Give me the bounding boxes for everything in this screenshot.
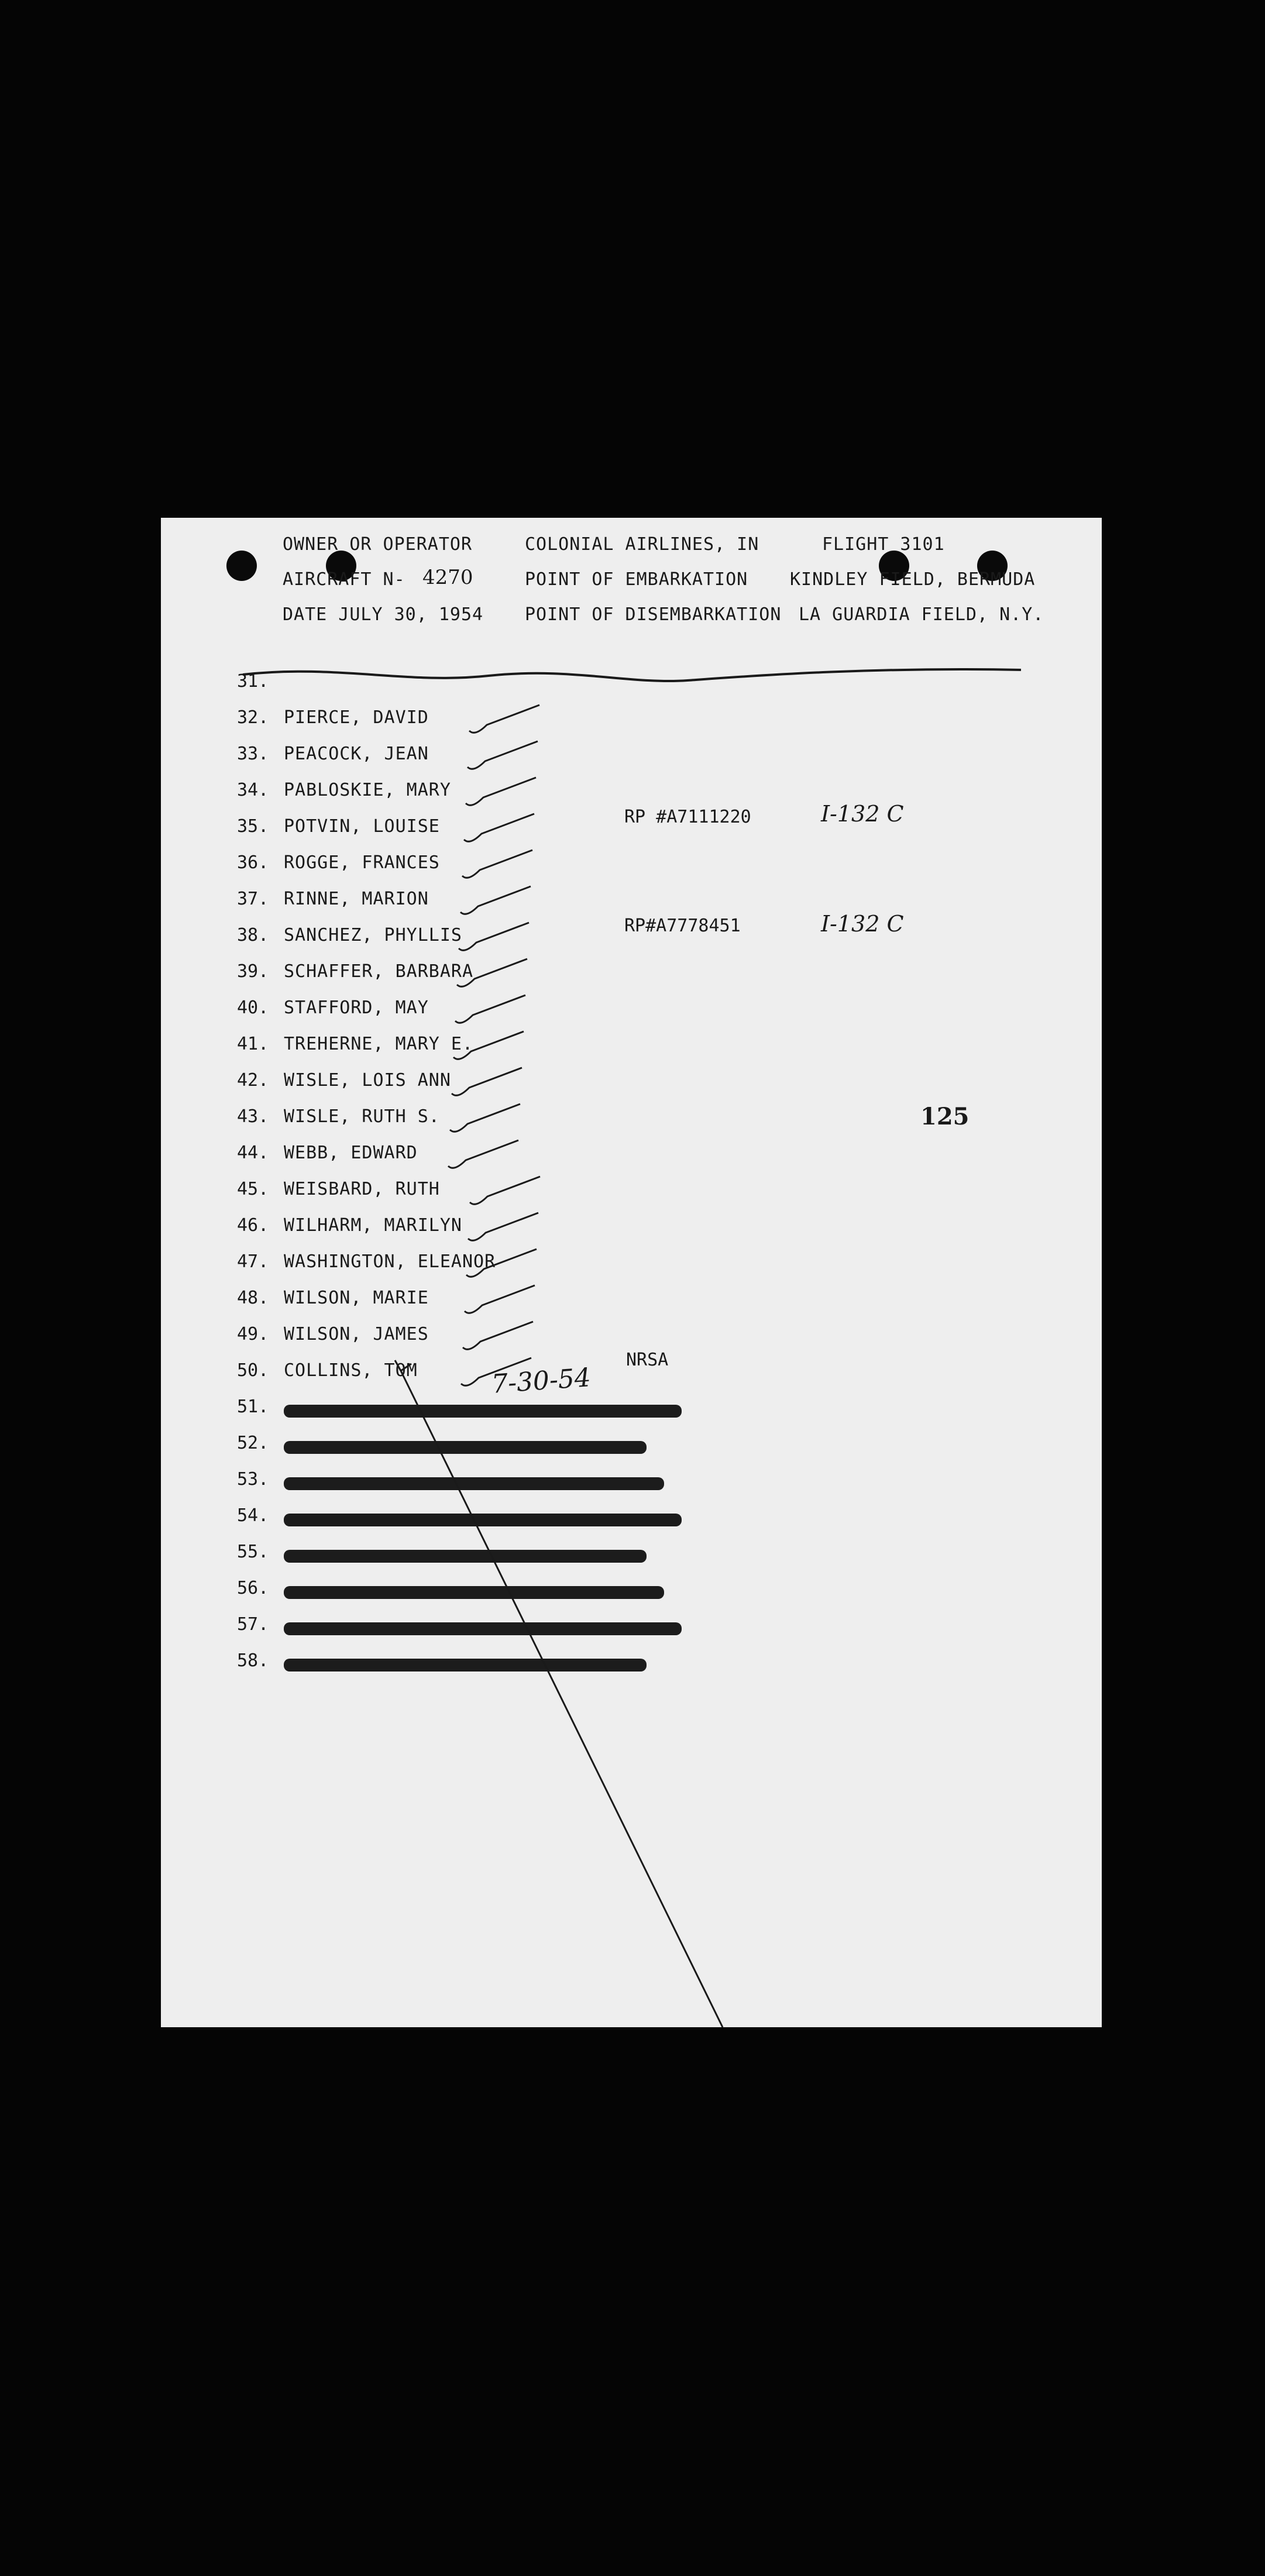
strikethrough-mark bbox=[284, 1550, 647, 1563]
strikethrough-mark bbox=[284, 1659, 647, 1672]
row-number: 36. bbox=[237, 852, 269, 873]
passenger-name: WILSON, MARIE bbox=[284, 1288, 429, 1308]
table-row bbox=[161, 961, 1102, 998]
table-row bbox=[161, 1614, 1102, 1650]
table-row bbox=[161, 1433, 1102, 1469]
passenger-name: STAFFORD, MAY bbox=[284, 998, 429, 1018]
passenger-name: SCHAFFER, BARBARA bbox=[284, 961, 474, 982]
row-number: 32. bbox=[237, 707, 269, 728]
manifest-page bbox=[161, 518, 1102, 2027]
row-number: 57. bbox=[237, 1614, 269, 1635]
table-row bbox=[161, 671, 1102, 707]
row-number: 41. bbox=[237, 1034, 269, 1054]
aircraft-label: AIRCRAFT N- bbox=[283, 569, 405, 590]
table-row bbox=[161, 1070, 1102, 1106]
rp-number-sanchez: RP#A7778451 bbox=[624, 916, 741, 936]
table-row bbox=[161, 1034, 1102, 1070]
row-number: 54. bbox=[237, 1505, 269, 1526]
table-row bbox=[161, 1143, 1102, 1179]
table-row bbox=[161, 1650, 1102, 1687]
row-number: 31. bbox=[237, 671, 269, 692]
row-number: 40. bbox=[237, 998, 269, 1018]
passenger-name: SANCHEZ, PHYLLIS bbox=[284, 925, 462, 945]
reference-sanchez: I-132 C bbox=[821, 911, 904, 937]
disembarkation-label: POINT OF DISEMBARKATION bbox=[525, 604, 782, 625]
handwritten-date: 7-30-54 bbox=[490, 1363, 592, 1399]
row-number: 55. bbox=[237, 1542, 269, 1562]
row-number: 52. bbox=[237, 1433, 269, 1453]
row-number: 43. bbox=[237, 1106, 269, 1127]
table-row bbox=[161, 707, 1102, 744]
passenger-name: WISLE, RUTH S. bbox=[284, 1106, 440, 1127]
row-number: 49. bbox=[237, 1324, 269, 1344]
passenger-name: PABLOSKIE, MARY bbox=[284, 780, 451, 800]
passenger-name: WISLE, LOIS ANN bbox=[284, 1070, 451, 1091]
row-number: 53. bbox=[237, 1469, 269, 1490]
passenger-name: PIERCE, DAVID bbox=[284, 707, 429, 728]
aircraft-number: 4270 bbox=[422, 566, 473, 589]
row-number: 58. bbox=[237, 1650, 269, 1671]
embarkation-label: POINT OF EMBARKATION bbox=[525, 569, 748, 590]
row-number: 39. bbox=[237, 961, 269, 982]
row-number: 38. bbox=[237, 925, 269, 945]
passenger-name: WASHINGTON, ELEANOR bbox=[284, 1251, 496, 1272]
table-row bbox=[161, 1179, 1102, 1215]
date-label: DATE JULY 30, 1954 bbox=[283, 604, 484, 625]
punch-hole-1 bbox=[226, 551, 257, 581]
table-row bbox=[161, 998, 1102, 1034]
passenger-name: WEISBARD, RUTH bbox=[284, 1179, 440, 1199]
passenger-name: ROGGE, FRANCES bbox=[284, 852, 440, 873]
table-row bbox=[161, 1505, 1102, 1542]
row-number: 44. bbox=[237, 1143, 269, 1163]
embarkation-value: KINDLEY FIELD, BERMUDA bbox=[790, 569, 1036, 590]
passenger-name: TREHERNE, MARY E. bbox=[284, 1034, 474, 1054]
table-row bbox=[161, 1215, 1102, 1251]
row-number: 37. bbox=[237, 889, 269, 909]
table-row bbox=[161, 744, 1102, 780]
flight-number: FLIGHT 3101 bbox=[822, 534, 945, 555]
table-row bbox=[161, 1469, 1102, 1505]
strikethrough-mark bbox=[284, 1477, 664, 1490]
strikethrough-mark bbox=[284, 1622, 682, 1635]
row-number: 42. bbox=[237, 1070, 269, 1091]
table-row bbox=[161, 1542, 1102, 1578]
row-number: 51. bbox=[237, 1397, 269, 1417]
passenger-name: RINNE, MARION bbox=[284, 889, 429, 909]
table-row bbox=[161, 852, 1102, 889]
table-row bbox=[161, 1397, 1102, 1433]
row-number: 33. bbox=[237, 744, 269, 764]
nrsa-label: NRSA bbox=[626, 1350, 669, 1370]
row-number: 50. bbox=[237, 1360, 269, 1381]
row-number: 46. bbox=[237, 1215, 269, 1236]
passenger-name: WILSON, JAMES bbox=[284, 1324, 429, 1344]
table-row bbox=[161, 1251, 1102, 1288]
passenger-name: PEACOCK, JEAN bbox=[284, 744, 429, 764]
passenger-name: WEBB, EDWARD bbox=[284, 1143, 418, 1163]
row-number: 34. bbox=[237, 780, 269, 800]
passenger-name: WILHARM, MARILYN bbox=[284, 1215, 462, 1236]
page-number: 125 bbox=[920, 1103, 970, 1130]
table-row bbox=[161, 1288, 1102, 1324]
row-number: 48. bbox=[237, 1288, 269, 1308]
passenger-name: POTVIN, LOUISE bbox=[284, 816, 440, 837]
row-number: 56. bbox=[237, 1578, 269, 1598]
operator-name: COLONIAL AIRLINES, IN bbox=[525, 534, 759, 555]
passenger-name: COLLINS, TOM bbox=[284, 1360, 418, 1381]
strikethrough-mark bbox=[284, 1514, 682, 1526]
disembarkation-value: LA GUARDIA FIELD, N.Y. bbox=[799, 604, 1044, 625]
owner-label: OWNER OR OPERATOR bbox=[283, 534, 473, 555]
row-number: 35. bbox=[237, 816, 269, 837]
strikethrough-mark bbox=[284, 1586, 664, 1599]
table-row bbox=[161, 1578, 1102, 1614]
strikethrough-mark bbox=[284, 1405, 682, 1418]
rp-number-potvin: RP #A7111220 bbox=[624, 807, 751, 827]
reference-potvin: I-132 C bbox=[821, 801, 904, 827]
row-number: 45. bbox=[237, 1179, 269, 1199]
strikethrough-mark bbox=[284, 1441, 647, 1454]
row-number: 47. bbox=[237, 1251, 269, 1272]
